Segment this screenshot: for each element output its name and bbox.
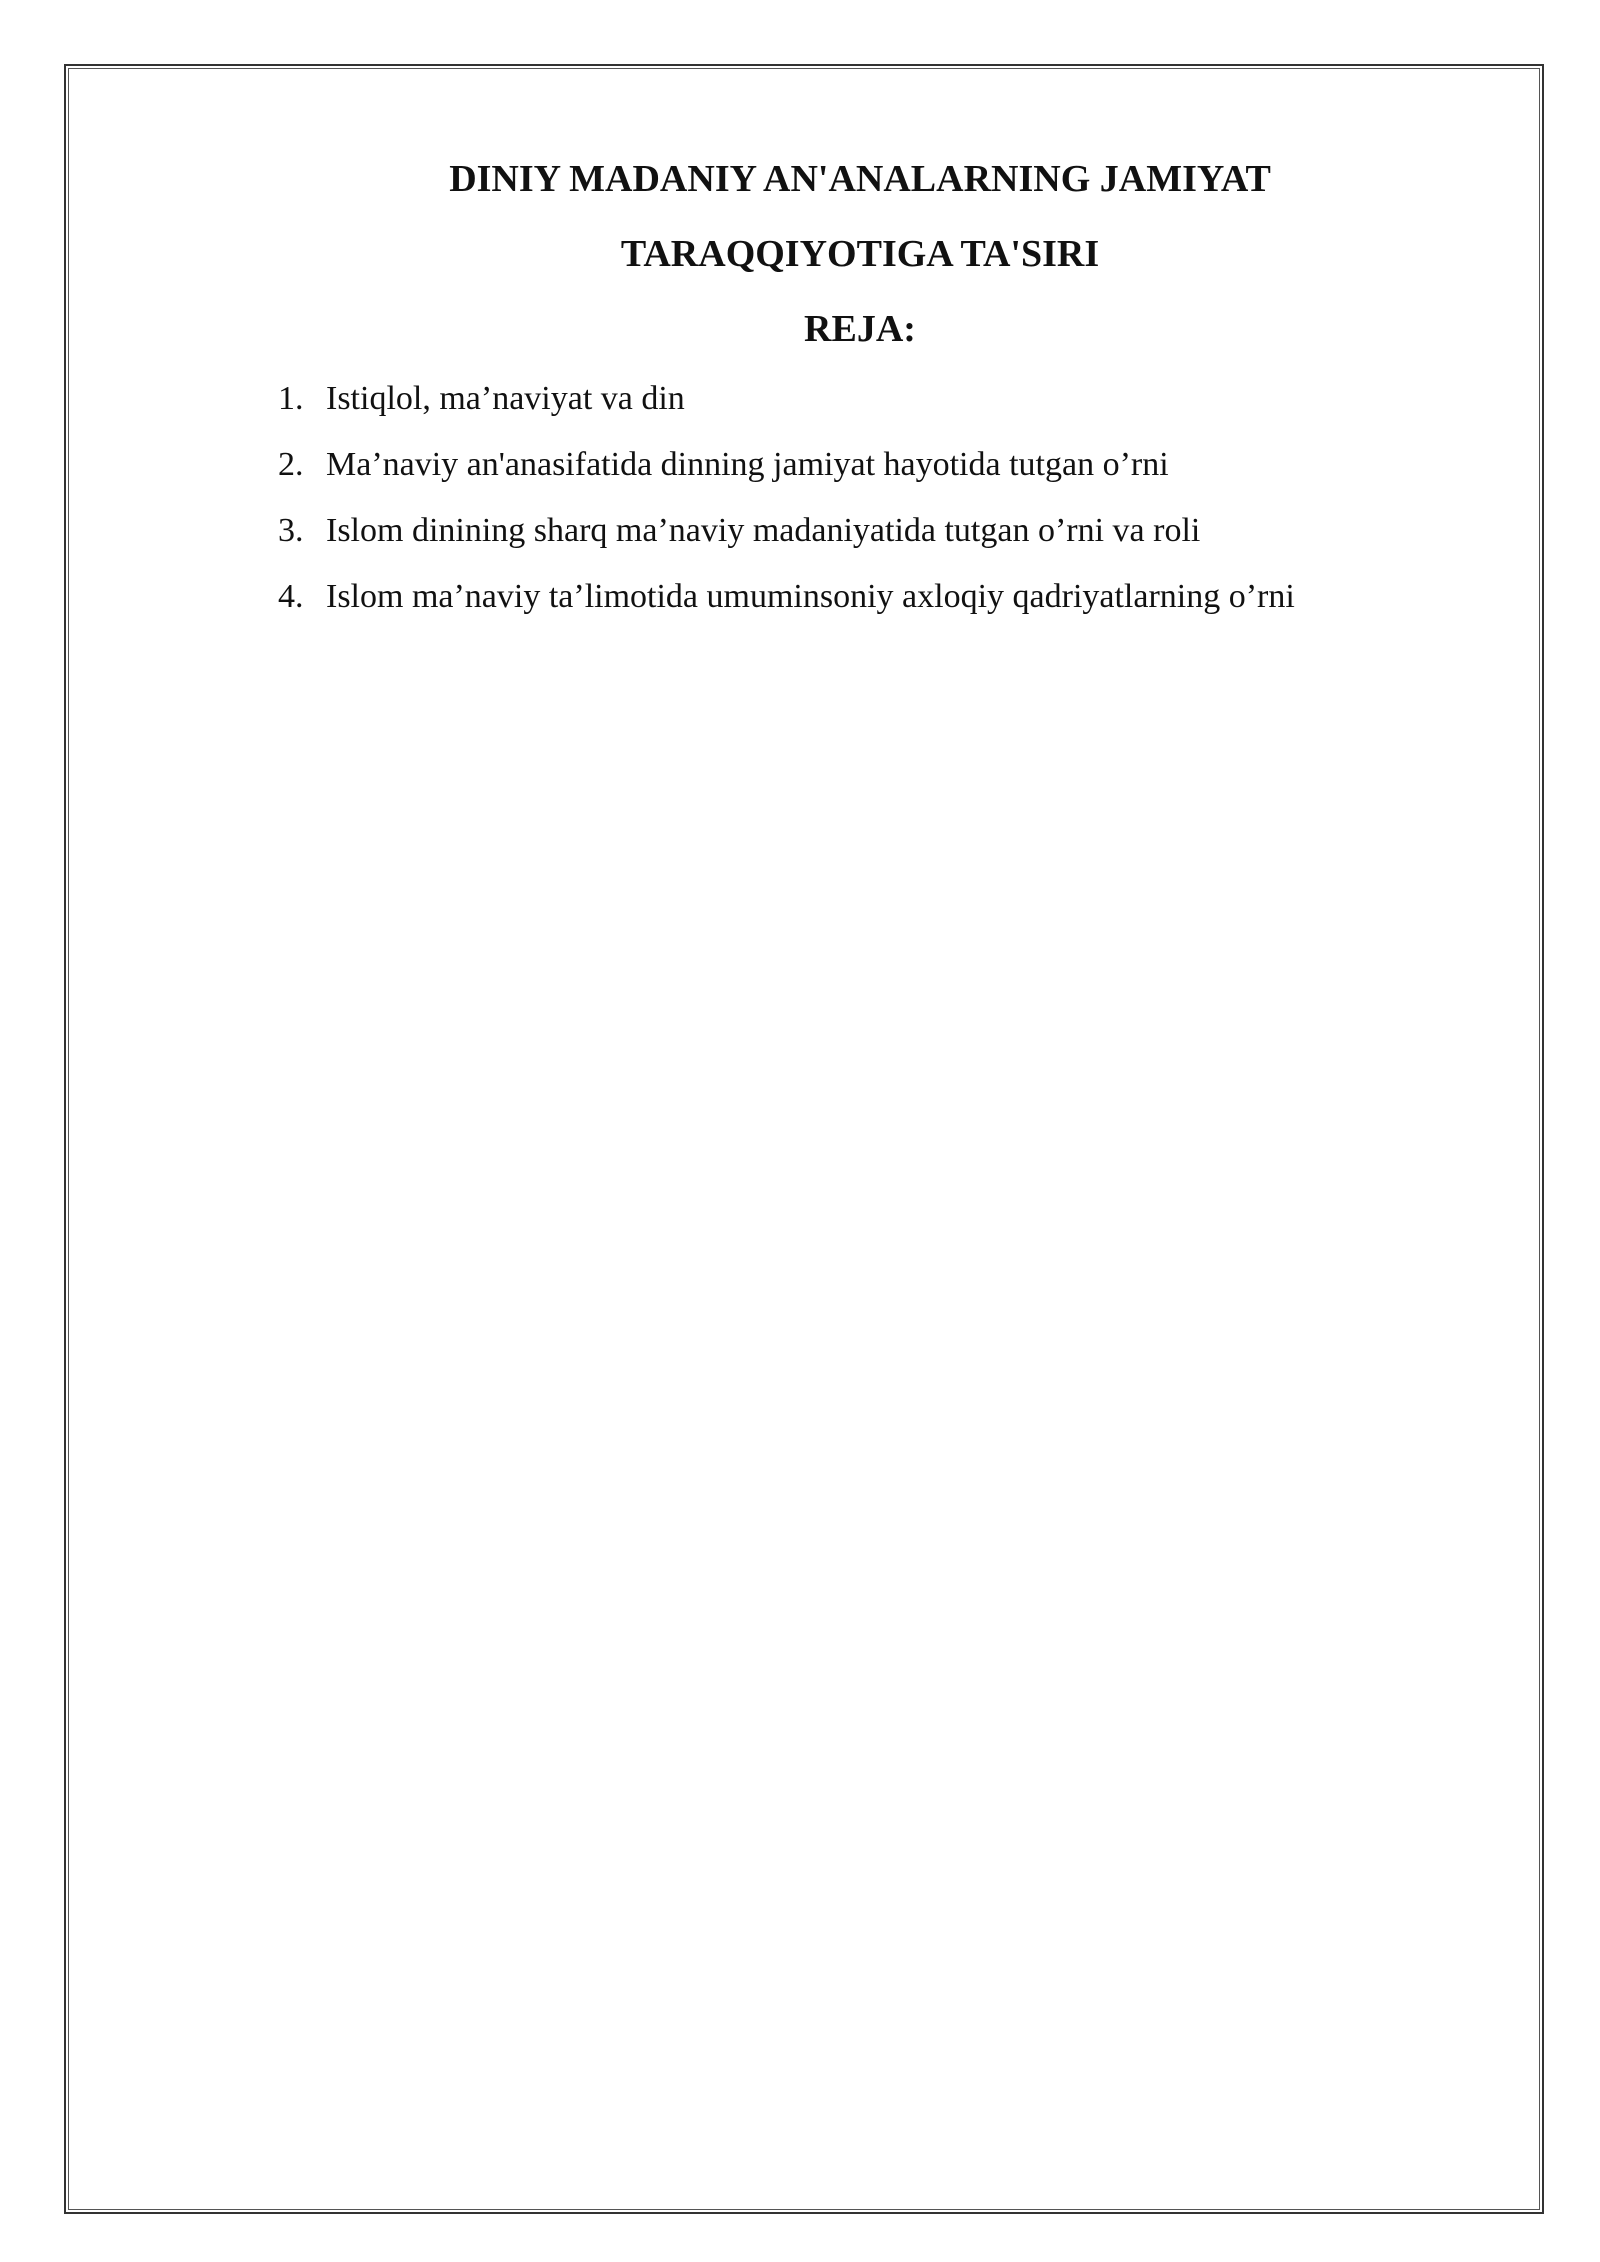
plan-item-text: Istiqlol, ma’naviyat va din [326, 380, 685, 417]
plan-heading: REJA: [804, 308, 916, 350]
plan-list [278, 366, 1478, 630]
document-title-line-1: DINIY MADANIY AN'ANALARNING JAMIYAT [449, 158, 1271, 200]
plan-item-number: 1. [278, 380, 304, 417]
plan-item-number: 3. [278, 512, 304, 549]
plan-item-number: 2. [278, 446, 304, 483]
plan-item-1 [278, 366, 1478, 432]
plan-item-number: 4. [278, 578, 304, 615]
plan-item-3 [278, 498, 1478, 564]
plan-item-2 [278, 432, 1478, 498]
plan-item-text: Islom ma’naviy ta’limotida umuminsoniy axloqiy qadriyatlarning o’rni [326, 578, 1295, 615]
document-title-line-2: TARAQQIYOTIGA TA'SIRI [620, 233, 1100, 275]
plan-item-text: Islom dinining sharq ma’naviy madaniyatida tutgan o’rni va roli [326, 512, 1201, 549]
plan-item-4 [278, 564, 1478, 630]
plan-item-text: Ma’naviy an'anasifatida dinning jamiyat hayotida tutgan o’rni [326, 446, 1169, 483]
